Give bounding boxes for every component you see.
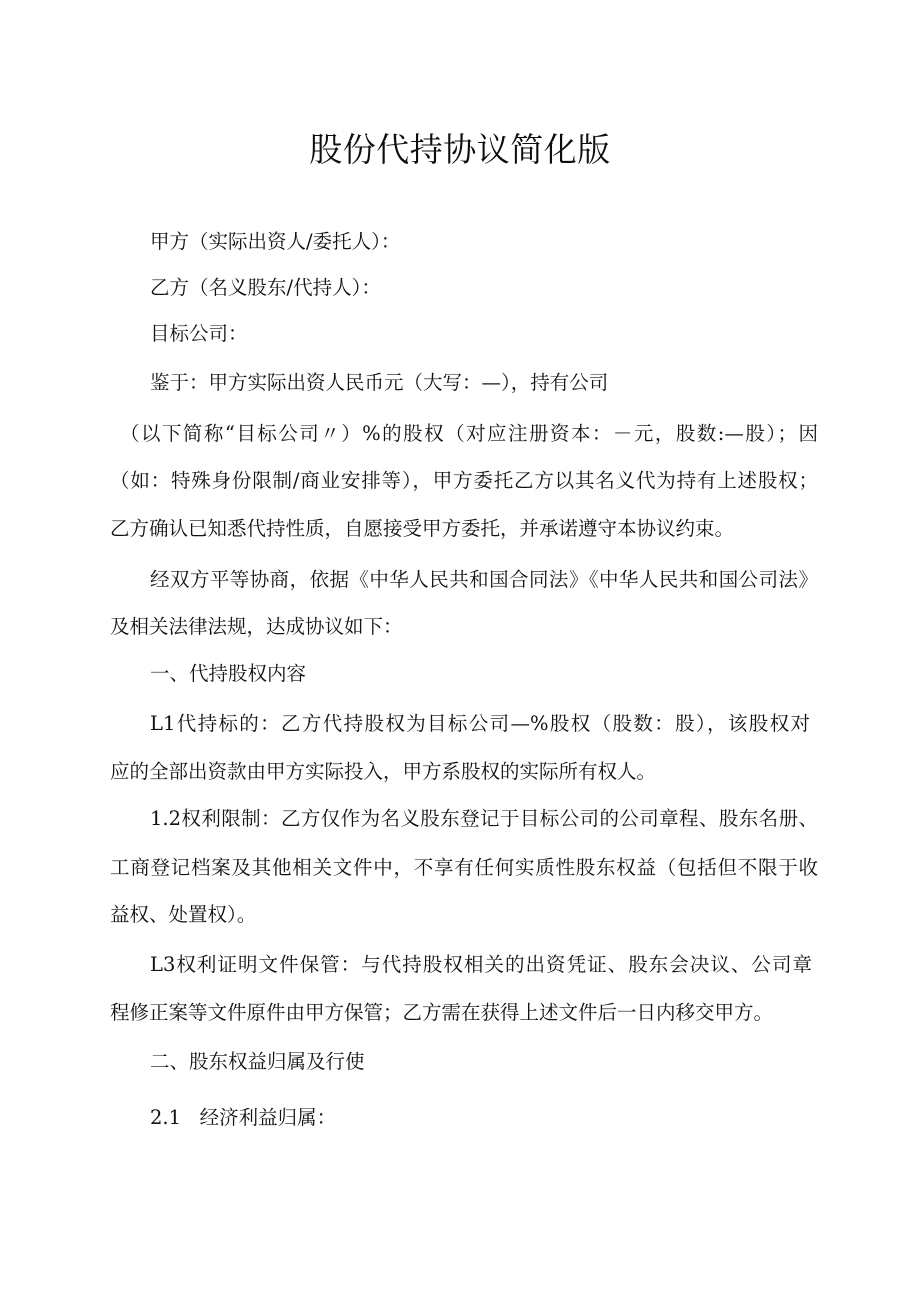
section-2-heading: 二、股东权益归属及行使	[150, 1050, 365, 1073]
document-title: 股份代持协议简化版	[309, 130, 611, 169]
clause-1-2-line-3: 益权、处置权）。	[110, 903, 257, 926]
section-1-heading: 一、代持股权内容	[150, 662, 307, 685]
clause-1-3-line-2: 程修正案等文件原件由甲方保管；乙方需在获得上述文件后一日内移交甲方。	[110, 1001, 774, 1024]
recital-line-2: （以下简称“目标公司〃）%的股权（对应注册资本：－元，股数:—股）；因	[120, 422, 818, 445]
target-company-line: 目标公司：	[150, 322, 248, 345]
party-b-line: 乙方（名义股东/代持人）：	[150, 276, 381, 299]
clause-1-1-line-1: L1代持标的：乙方代持股权为目标公司—%股权（股数：股），该股权对	[150, 712, 810, 735]
clause-1-1-line-2: 应的全部出资款由甲方实际投入，甲方系股权的实际所有权人。	[110, 760, 657, 783]
clause-1-2-line-2: 工商登记档案及其他相关文件中，不享有任何实质性股东权益（包括但不限于收	[110, 856, 818, 879]
basis-line-1: 经双方平等协商，依据《中华人民共和国合同法》《中华人民共和国公司法》	[150, 568, 818, 591]
clause-1-2-line-1: 1.2权利限制：乙方仅作为名义股东登记于目标公司的公司章程、股东名册、	[150, 807, 818, 830]
clause-1-3-line-1: L3权利证明文件保管：与代持股权相关的出资凭证、股东会决议、公司章	[150, 953, 812, 976]
recital-line-4: 乙方确认已知悉代持性质，自愿接受甲方委托，并承诺遵守本协议约束。	[110, 517, 735, 540]
recital-line-3: （如：特殊身份限制/商业安排等），甲方委托乙方以其名义代为持有上述股权；	[110, 469, 818, 492]
basis-line-2: 及相关法律法规，达成协议如下：	[110, 615, 403, 638]
recital-line-1: 鉴于：甲方实际出资人民币元（大写：—），持有公司	[150, 371, 609, 394]
party-a-line: 甲方（实际出资人/委托人）：	[150, 230, 401, 253]
clause-2-1: 2.1 经济利益归属：	[150, 1106, 337, 1129]
